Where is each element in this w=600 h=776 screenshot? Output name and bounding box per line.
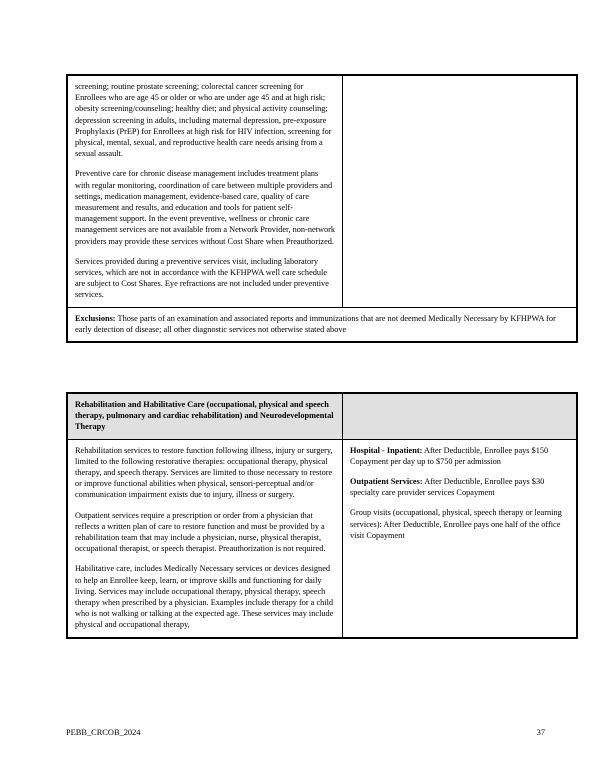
footer-page-number: 37 (536, 728, 545, 737)
rehab-benefit-header-cell (343, 393, 578, 439)
exclusions-label: Exclusions: (75, 313, 116, 323)
preventive-services-table (66, 74, 578, 343)
rehab-paragraph-restorative: Rehabilitation services to restore function following illness, injury or surgery, limited to the following restorative therapies: occupational therapy, physical therapy, and speech therapy. Services are limited to those necessary to restore or improve functional abilities when physical, sensori-perceptual and/or communication impairment exists due to injury, illness or surgery. (75, 445, 333, 500)
rehab-benefit-cell (343, 439, 578, 638)
footer-document-id: PEBB_CRCOB_2024 (66, 728, 141, 737)
preventive-paragraph-chronic-disease: Preventive care for chronic disease management includes treatment plans with regular monitoring, coordination of care between multiple providers and settings, medication management, evidence-based care, quality of care measurement and results, and education and tools for patient self-management support. In the event preventive, wellness or chronic care management services are not available from a Network Provider, non-network providers may provide these services without Cost Share when Preauthorized. (75, 169, 336, 246)
table-row-exclusions (67, 307, 577, 342)
benefit-hospital-inpatient (350, 445, 569, 467)
rehab-description-cell (67, 439, 343, 638)
table-header-row (67, 393, 577, 439)
preventive-paragraph-screening: screening; routine prostate screening; colorectal cancer screening for Enrollees who are age 45 or older or who are under age 45 and at high risk; obesity screening/counseling; healthy diet; and physical activity counseling; depression screening in adults, including maternal depression, pre-exposure Prophylaxis (PrEP) for Enrollees at high risk for HIV infection, screening for physical, mental, sexual, and reproductive health care needs arising from a sexual assault. (75, 82, 332, 159)
rehab-section-title-cell (67, 393, 343, 439)
rehab-paragraph-outpatient-requirements: Outpatient services require a prescription or order from a physician that reflects a written plan of care to restore function and must be provided by a rehabilitation team that may include a physician, nurse, physical therapist, occupational therapist, or speech therapist. Preauthorization is not required. (75, 510, 326, 554)
table-row (67, 75, 577, 307)
preventive-paragraph-cost-shares: Services provided during a preventive services visit, including laboratory services, which are not in accordance with the KFHPWA well care schedule are subject to Cost Shares. Eye refractions are not included under preventive services. (75, 256, 329, 300)
exclusions-paragraph (75, 313, 569, 335)
preventive-benefit-cell (343, 75, 578, 307)
benefit-group-visits (350, 507, 569, 541)
table-row (67, 439, 577, 638)
benefit-outpatient-services (350, 476, 569, 498)
benefit-outpatient-services-text: After Deductible, Enrollee pays $30 specialty care provider services Copayment (350, 477, 545, 498)
benefit-hospital-inpatient-text: After Deductible, Enrollee pays $150 Copayment per day up to $750 per admission (350, 445, 549, 466)
rehab-section-title: Rehabilitation and Habilitative Care (occupational, physical and speech therapy, pulmonary and cardiac rehabilitation) and Neurodevelopmental Therapy (75, 400, 334, 432)
preventive-description-cell (67, 75, 343, 307)
benefit-group-visits-text: Group visits (occupational, physical, speech therapy or learning services): After Deductible, Enrollee pays one half of the office visit Copayment (350, 508, 562, 540)
exclusions-text: Those parts of an examination and associated reports and immunizations that are not deemed Medically Necessary by KFHPWA for early detection of disease; all other diagnostic services not otherwise stated above (75, 313, 556, 334)
page-footer (66, 728, 545, 737)
benefit-hospital-inpatient-label: Hospital - Inpatient: (350, 445, 423, 455)
rehab-paragraph-habilitative: Habilitative care, includes Medically Necessary services or devices designed to help an Enrollee keep, learn, or improve skills and functioning for daily living. Services may include occupational therapy, physical therapy, speech therapy when prescribed by a physician. Examples include therapy for a child who is not walking or talking at the expected age. These services may include physical and occupational therapy, (75, 564, 334, 630)
benefit-outpatient-services-label: Outpatient Services: (350, 477, 423, 487)
exclusions-cell (67, 307, 577, 342)
rehabilitation-habilitative-care-table (66, 392, 578, 639)
